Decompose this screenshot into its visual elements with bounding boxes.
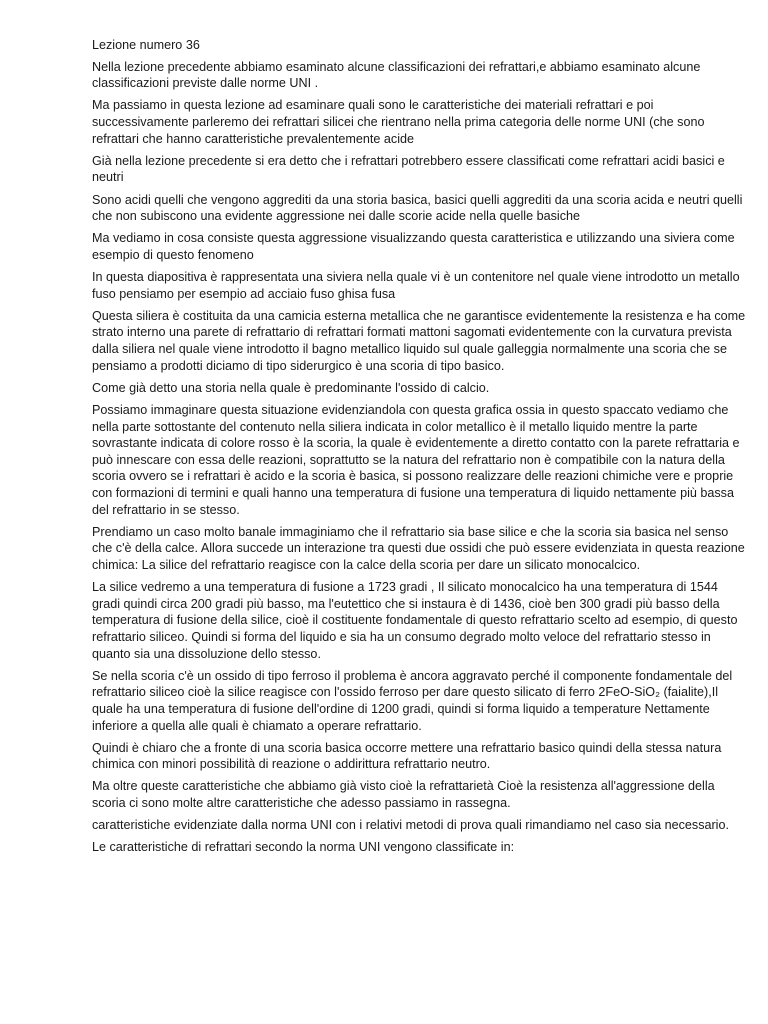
document-page: [92, 37, 746, 862]
lesson-title: Lezione numero 36: [92, 38, 200, 52]
paragraph-5: Ma vediamo in cosa consiste questa aggressione visualizzando questa caratteristica e utilizzando una siviera come esempio di questo fenomeno: [92, 231, 735, 262]
paragraph-7: Questa siliera è costituita da una camicia esterna metallica che ne garantisce evidentemente la resistenza e ha come strato interno una parete di refrattario di refrattari formati mattoni sagomati evidentemente con la curvatura prevista dalla siliera nel quale viene introdotto il bagno metallico liquido sul quale galleggia normalmente una scoria che se pensiamo a prodotti diciamo di tipo siderurgico è una scoria di tipo basico.: [92, 308, 746, 373]
paragraph-3: Già nella lezione precedente si era detto che i refrattari potrebbero essere classificati come refrattari acidi basici e neutri: [92, 153, 725, 185]
paragraph-6: In questa diapositiva è rappresentata una siviera nella quale vi è un contenitore nel quale viene introdotto un metallo fuso pensiamo per esempio ad acciaio fuso ghisa fusa: [92, 270, 740, 301]
paragraph-1: Nella lezione precedente abbiamo esaminato alcune classificazioni dei refrattari,e abbiamo esaminato alcune classificazioni previste dalle norme UNI .: [92, 59, 701, 91]
paragraph-9: Possiamo immaginare questa situazione evidenziandola con questa grafica ossia in questo spaccato vediamo che nella parte sottostante del contenuto nella siliera indicata in color metallico è il metallo liquido mentre la parte sovrastante indicata di colore rosso è la scoria, la quale è evidentemente a diretto contatto con la parete refrattaria e può innescare con essa delle reazioni, soprattutto se la natura del refrattario non è compatibile con la natura della scoria ovvero se i refrattari è acido e la scoria è basica, si possono realizzare delle reazioni chimiche vere e proprie con formazioni di termini e quali hanno una temperatura di fusione una temperatura di liquido nettamente più bassa del refrattario in se stesso.: [92, 403, 740, 517]
paragraph-10: Prendiamo un caso molto banale immaginiamo che il refrattario sia base silice e che la scoria sia basica nel senso che c'è della calce. Allora succede un interazione tra questi due ossidi che può essere evidenziata in questa reazione chimica: La silice del refrattario reagisce con la calce della scoria per dare un silicato monocalcico.: [92, 524, 745, 572]
paragraph-13: Quindi è chiaro che a fronte di una scoria basica occorre mettere una refrattario basico quindi della stessa natura chimica con minori possibilità di reazione o addirittura refrattario neutro.: [92, 740, 722, 772]
paragraph-11: La silice vedremo a una temperatura di fusione a 1723 gradi , Il silicato monocalcico ha una temperatura di 1544 gradi quindi circa 200 gradi più basso, ma l'eutettico che si instaura è di 1436, cioè ben 300 gradi più basso della temperatura di fusione della silice, cioè il costituente fondamentale di questo refrattario scelto ad esempio, di questo refrattario siliceo. Quindi si forma del liquido e sia ha un consumo degrado molto veloce del refrattario stesso in quanto sia una dissoluzione dello stesso.: [92, 580, 738, 661]
paragraph-14: Ma oltre queste caratteristiche che abbiamo già visto cioè la refrattarietà Cioè la resistenza all'aggressione della scoria ci sono molte altre caratteristiche che adesso passiamo in rassegna.: [92, 779, 715, 811]
paragraph-16: Le caratteristiche di refrattari secondo la norma UNI vengono classificate in:: [92, 840, 515, 855]
paragraph-4: Sono acidi quelli che vengono aggrediti da una storia basica, basici quelli aggrediti da una scoria acida e neutri quelli che non subiscono una evidente aggressione nei dalle scorie acide nella quelle basiche: [92, 192, 743, 224]
paragraph-12: Se nella scoria c'è un ossido di tipo ferroso il problema è ancora aggravato perché il componente fondamentale del refrattario siliceo cioè la silice reagisce con l'ossido ferroso per dare questo silicato di ferro 2FeO-SiO₂ (faialite),Il quale ha una temperatura di fusione dell'ordine di 1200 gradi, quindi si forma liquido a temperature Nettamente inferiore a quella alle quali è chiamato a operare refrattario.: [92, 668, 733, 733]
paragraph-15: caratteristiche evidenziate dalla norma UNI con i relativi metodi di prova quali rimandiamo nel caso sia necessario.: [92, 818, 729, 833]
paragraph-2: Ma passiamo in questa lezione ad esaminare quali sono le caratteristiche dei materiali refrattari e poi successivamente parleremo dei refrattari silicei che rientrano nella prima categoria delle norme UNI (che sono refrattari che hanno caratteristiche prevalentemente acide: [92, 98, 705, 146]
paragraph-8: Come già detto una storia nella quale è predominante l'ossido di calcio.: [92, 380, 490, 395]
